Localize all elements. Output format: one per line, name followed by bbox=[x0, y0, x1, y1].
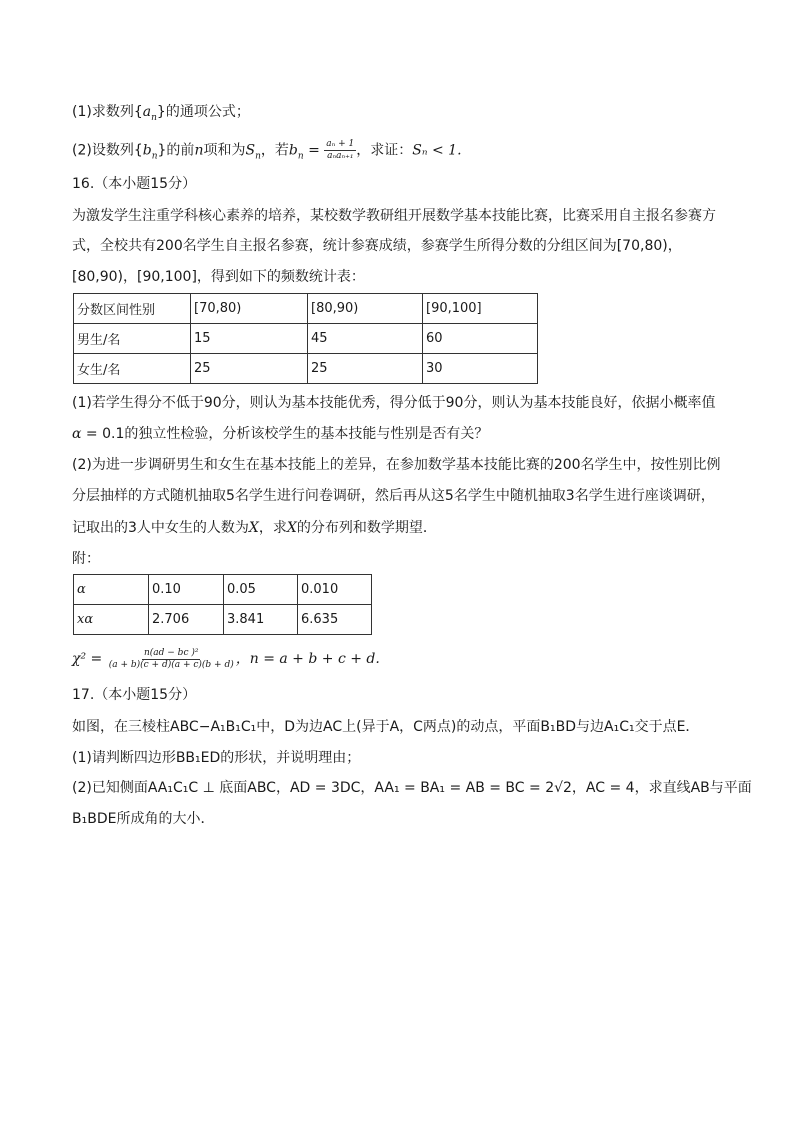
p16-q2-line1: (2)为进一步调研男生和女生在基本技能上的差异，在参加数学基本技能比赛的200名学生中，按性别比例 bbox=[72, 457, 721, 473]
table-cell: [80,90) bbox=[308, 294, 423, 324]
p15-q2: (2)设数列$\{b_n\}$的前n项和为$S_n$，若$b_n$ = $\frac{\text{aₙ + 1}}{\text{aₙaₙ₊₁}}$ ，求证：Sₙ < 1. bbox=[72, 139, 462, 162]
table-cell: xα bbox=[74, 605, 149, 635]
table-cell: 15 bbox=[191, 324, 308, 354]
p17-intro: 如图，在三棱柱ABC−A₁B₁C₁中，D为边AC上(异于A，C两点)的动点，平面B₁BD与边A₁C₁交于点E． bbox=[72, 719, 700, 735]
table-cell: 女生/名 bbox=[74, 354, 191, 384]
p16-header: 16.（本小题15分） bbox=[72, 176, 197, 192]
table-row bbox=[74, 324, 538, 354]
p17-q1: (1)请判断四边形BB₁ED的形状，并说明理由； bbox=[72, 750, 361, 766]
table-cell: 45 bbox=[308, 324, 423, 354]
table-cell: α bbox=[74, 575, 149, 605]
table-cell: 60 bbox=[423, 324, 538, 354]
table-cell: 2.706 bbox=[149, 605, 224, 635]
table-cell: 0.05 bbox=[224, 575, 298, 605]
table-cell: 25 bbox=[191, 354, 308, 384]
p17-header: 17.（本小题15分） bbox=[72, 687, 197, 703]
table-cell: 6.635 bbox=[298, 605, 372, 635]
b-n-fraction: $\frac{\text{aₙ + 1}}{\text{aₙaₙ₊₁}}$ bbox=[326, 139, 355, 161]
table-row bbox=[74, 354, 538, 384]
table-row bbox=[74, 575, 372, 605]
p16-intro-2: 式，全校共有200名学生自主报名参赛，统计参赛成绩，参赛学生所得分数的分组区间为[70,80)， bbox=[72, 238, 682, 254]
table-cell: 男生/名 bbox=[74, 324, 191, 354]
appendix-label: 附： bbox=[72, 551, 100, 567]
chi-square-fraction: $\frac{\text{n(ad − bc )²}}{(a + b)(c + d)(a + c)(b + d)}$ bbox=[108, 647, 234, 670]
table-cell: 3.841 bbox=[224, 605, 298, 635]
p17-q2-line2: B₁BDE所成角的大小． bbox=[72, 811, 215, 827]
chi-square-formula: χ² = $\frac{\text{n(ad − bc )²}}{(a + b)(c + d)(a + c)(b + d)}$ ，n = a + b + c + d. bbox=[72, 647, 380, 670]
table-cell: 0.10 bbox=[149, 575, 224, 605]
alpha-critical-table bbox=[73, 574, 372, 635]
table-cell: 0.010 bbox=[298, 575, 372, 605]
table-cell: 30 bbox=[423, 354, 538, 384]
table-row bbox=[74, 605, 372, 635]
table-cell: 分数区间性别 bbox=[74, 294, 191, 324]
table-cell: [70,80) bbox=[191, 294, 308, 324]
table-cell: [90,100] bbox=[423, 294, 538, 324]
table-row bbox=[74, 294, 538, 324]
p16-intro-1: 为激发学生注重学科核心素养的培养，某校数学教研组开展数学基本技能比赛，比赛采用自主报名参赛方 bbox=[72, 208, 716, 224]
p17-q2-line1: (2)已知侧面AA₁C₁C ⊥ 底面ABC，AD = 3DC，AA₁ = BA₁ = AB = BC = 2√2，AC = 4，求直线AB与平面 bbox=[72, 780, 752, 796]
table-cell: 25 bbox=[308, 354, 423, 384]
p15-q1: (1)求数列$\{a_n\}$的通项公式； bbox=[72, 104, 250, 123]
frequency-table bbox=[73, 293, 538, 384]
p16-q2-line3: 记取出的3人中女生的人数为X，求X的分布列和数学期望． bbox=[72, 520, 437, 536]
p16-q1-line1: (1)若学生得分不低于90分，则认为基本技能优秀，得分低于90分，则认为基本技能良好，依据小概率值 bbox=[72, 395, 716, 411]
p16-q2-line2: 分层抽样的方式随机抽取5名学生进行问卷调研，然后再从这5名学生中随机抽取3名学生进行座谈调研， bbox=[72, 488, 715, 504]
p16-q1-line2: α = 0.1的独立性检验，分析该校学生的基本技能与性别是否有关？ bbox=[72, 426, 489, 442]
p16-intro-3: [80,90)，[90,100]，得到如下的频数统计表： bbox=[72, 269, 365, 285]
